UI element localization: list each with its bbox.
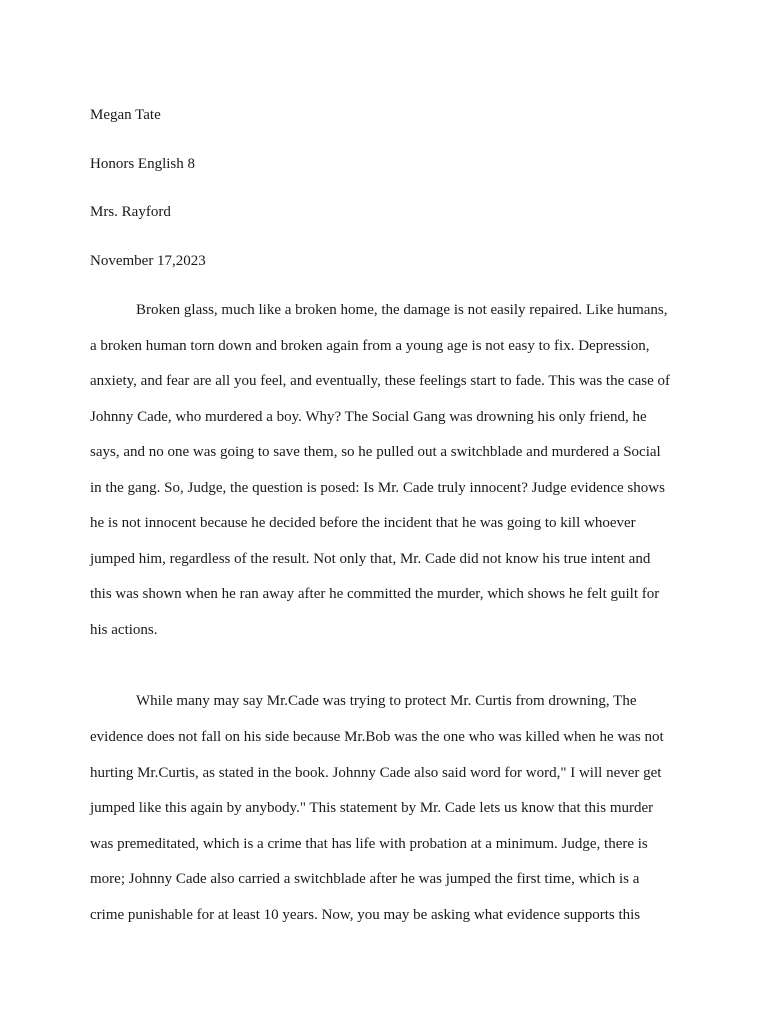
paragraph-line: a broken human torn down and broken again from a young age is not easy to fix. Depression, <box>90 337 650 354</box>
paragraph-line: says, and no one was going to save them, so he pulled out a switchblade and murdered a Social <box>90 444 661 460</box>
paragraph-line: hurting Mr.Curtis, as stated in the book. Johnny Cade also said word for word," I will never get <box>90 764 662 781</box>
paragraph-line: was premeditated, which is a crime that has life with probation at a minimum. Judge, there is <box>90 835 648 852</box>
paragraph-line: jumped him, regardless of the result. Not only that, Mr. Cade did not know his true intent and <box>90 550 651 567</box>
paragraph-line: he is not innocent because he decided before the incident that he was going to kill whoever <box>90 515 636 531</box>
paragraph-line: Broken glass, much like a broken home, the damage is not easily repaired. Like humans, <box>136 302 668 318</box>
paragraph-line: jumped like this again by anybody." This statement by Mr. Cade lets us know that this murder <box>90 800 654 816</box>
paragraph-line: this was shown when he ran away after he committed the murder, which shows he felt guilt for <box>90 586 660 602</box>
author-name: Megan Tate <box>90 107 161 123</box>
course-name: Honors English 8 <box>90 155 195 172</box>
paragraph-line: his actions. <box>90 621 158 638</box>
paragraph-line: in the gang. So, Judge, the question is posed: Is Mr. Cade truly innocent? Judge evidence shows <box>90 479 665 496</box>
paragraph-line: crime punishable for at least 10 years. Now, you may be asking what evidence supports this <box>90 906 641 923</box>
heading-block <box>90 104 690 298</box>
paragraph-line: evidence does not fall on his side because Mr.Bob was the one who was killed when he was not <box>90 729 664 745</box>
paragraph-line: Johnny Cade, who murdered a boy. Why? The Social Gang was drowning his only friend, he <box>90 408 647 425</box>
paragraph-line: anxiety, and fear are all you feel, and eventually, these feelings start to fade. This was the case of <box>90 373 671 389</box>
teacher-name: Mrs. Rayford <box>90 204 171 220</box>
document-date: November 17,2023 <box>90 252 206 269</box>
paragraph-line: more; Johnny Cade also carried a switchblade after he was jumped the first time, which is a <box>90 871 640 887</box>
paragraph-line: While many may say Mr.Cade was trying to protect Mr. Curtis from drowning, The <box>136 693 637 709</box>
